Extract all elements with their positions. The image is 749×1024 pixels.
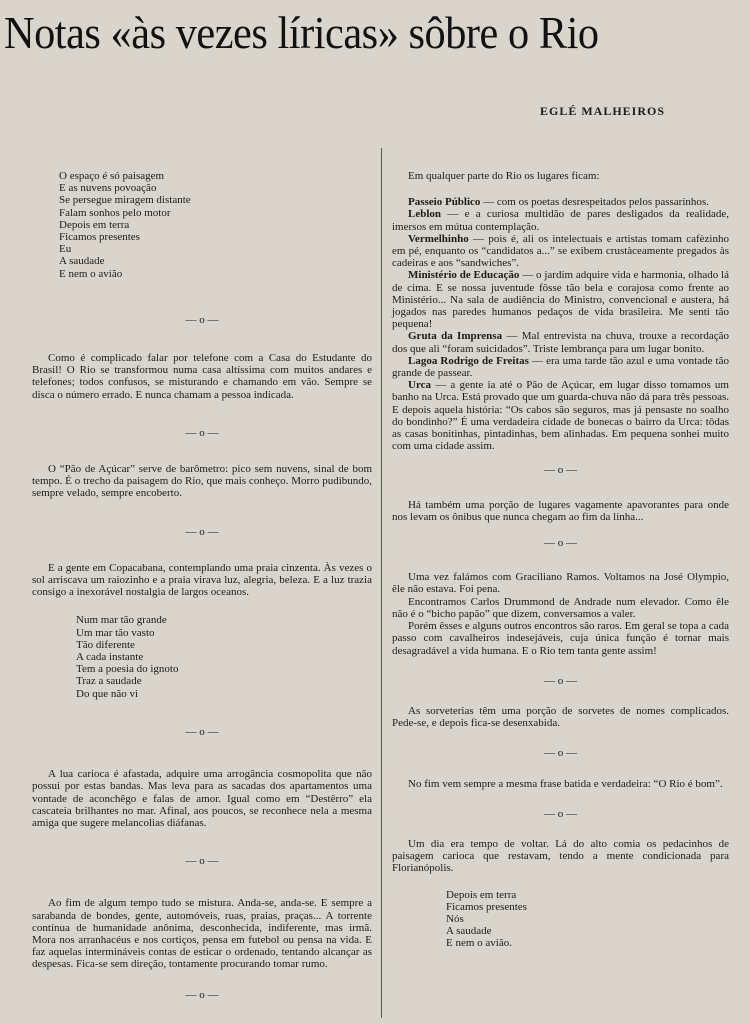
sea-poem — [32, 614, 372, 699]
poem-line: Traz a saudade — [76, 675, 142, 688]
left-column — [32, 170, 372, 1001]
poem-line: E nem o avião. — [446, 937, 512, 950]
opening-poem — [32, 170, 372, 280]
paragraph-encontros: Porém êsses e alguns outros encontros são raros. Em geral se topa a cada passo com cavalheiros indesejáveis, cuja única função é tornar mais desagradável a vida humana. E o Rio tem tanta gente assim! — [392, 620, 729, 657]
right-column — [392, 170, 729, 950]
poem-line: Depois em terra — [59, 218, 130, 231]
poem-line: Falam sonhos pelo motor — [59, 206, 171, 219]
place-text: — Mal entrevista na chuva, trouxe a recordação dos que ali “foram suicidados”. Triste lembrança para um lugar bonito. — [392, 330, 729, 355]
place-name: Gruta da Imprensa — [408, 330, 503, 343]
section-separator: — o — — [544, 674, 577, 687]
places-intro: Em qualquer parte do Rio os lugares ficam: — [408, 170, 600, 182]
paragraph-lua-carioca: A lua carioca é afastada, adquire uma arrogância cosmopolita que não possui por estas bandas. Mas leva para as sacadas dos apartamentos uma vontade de aconchêgo e falas de amor. Igual como em “Destêrro” ela cascateia brilhantes no mar. Afinal, aos poucos, se reconhece nela a mesma amiga que sugere melancolias diáfanas. — [32, 768, 372, 829]
place-entry — [392, 355, 729, 379]
poem-line: Um mar tão vasto — [76, 626, 155, 639]
paragraph-onibus: Há também uma porção de lugares vagamente apavorantes para onde nos levam os ônibus que nunca chegam ao fim da linha... — [392, 498, 729, 523]
place-entry — [392, 208, 729, 232]
poem-line: Depois em terra — [446, 888, 517, 901]
paragraph-drummond: Encontramos Carlos Drummond de Andrade num elevador. Como êle não é o “bicho papão” que dizem, conversamos a valer. — [392, 595, 729, 620]
poem-line: O espaço é só paisagem — [59, 170, 165, 182]
place-entry — [392, 196, 729, 208]
place-text: — e a curiosa multidão de pares desligados da realidade, imersos em mútua contemplação. — [392, 208, 729, 233]
place-text: — pois é, ali os intelectuais e artistas tomam cafèzinho em pé, enquanto os “candidatos a...” se exibem crustàceamente pregados às cadeiras e aos “sandwiches”. — [392, 232, 729, 270]
paragraph-graciliano: Uma vez falámos com Graciliano Ramos. Voltamos na José Olympio, êle não estava. Foi pena. — [392, 571, 729, 596]
section-separator: — o — — [544, 537, 577, 550]
section-separator: — o — — [185, 988, 219, 1001]
column-divider — [381, 148, 382, 1018]
paragraph-voltar: Um dia era tempo de voltar. Lá do alto comia os pedacinhos de paisagem carioca que restavam, tendo a mente condicionada para Florianópolis. — [392, 837, 729, 875]
place-name: Ministério de Educação — [408, 269, 520, 282]
place-entry — [392, 233, 729, 270]
place-entry — [392, 330, 729, 354]
poem-line: E nem o avião — [59, 267, 123, 280]
paragraph-copacabana: E a gente em Copacabana, contemplando uma praia cinzenta. Às vezes o sol arriscava um raiozinho e a praia virava luz, alegria, beleza. E a luz trazia consigo a inexorável nostalgia de largos oceanos. — [32, 561, 372, 599]
poem-line: A cada instante — [76, 651, 144, 664]
section-separator: — o — — [185, 426, 219, 439]
place-entry — [392, 379, 729, 452]
paragraph-rio-e-bom: No fim vem sempre a mesma frase batida e verdadeira: “O Rio é bom”. — [408, 777, 723, 790]
place-text: — a gente ia até o Pão de Açúcar, em lugar disso tomamos um banho na Urca. Está provado que um guarda-chuva não dá para três pessoas. E depois aquela história: “Os cabos são seguros, mas já pensaste no soalho do bondinho?” É uma verdadeira cidade de bonecas o bairro da Urca: tôdas as casas bonitinhas, pintadinhas, bem alinhadas. Em pequena sonhei muito com uma cidade assim. — [392, 379, 729, 453]
poem-line: A saudade — [59, 255, 105, 268]
paragraph-pao-de-acucar: O “Pão de Açúcar” serve de barômetro: pico sem nuvens, sinal de bom tempo. É o trecho da paisagem do Rio, que mais conheço. Morro pudibundo, sempre velado, sempre encoberto. — [32, 463, 372, 500]
place-name: Lagoa Rodrigo de Freitas — [408, 354, 529, 367]
paragraph-tudo-se-mistura: Ao fim de algum tempo tudo se mistura. Anda-se, anda-se. E sempre a sarabanda de bondes, gente, automóveis, ruas, praias, praças... A torrente contínua de humanidade anônima, desconhecida, indiferente, mas irmã. Mora nos arranhacéus e nos cortiços, pensa em futebol ou pensa na vida. E faz aquelas intermináveis contas de esticar o ordenado, tentando alcançar as despesas. Fica-se sem direção, tontamente procurando tomar rumo. — [32, 897, 372, 971]
section-separator: — o — — [544, 747, 577, 760]
poem-line: Ficamos presentes — [446, 900, 527, 913]
poem-line: Nós — [446, 912, 464, 925]
paragraph-telefone: Como é complicado falar por telefone com a Casa do Estudante do Brasil! O Rio se transformou numa casa altíssima com muitos andares e telefones; todos confusos, se misturando e chamando em vão. Sempre se disca o número errado. E nunca chamam a pessoa indicada. — [32, 352, 372, 401]
place-name: Urca — [408, 379, 432, 392]
poem-line: Tão diferente — [76, 638, 135, 651]
poem-line: Num mar tão grande — [76, 614, 167, 627]
section-separator: — o — — [544, 464, 577, 477]
closing-poem — [392, 889, 729, 950]
poem-line: Tem a poesia do ignoto — [76, 663, 179, 676]
poem-line: Ficamos presentes — [59, 231, 140, 244]
section-separator: — o — — [185, 855, 219, 868]
section-separator: — o — — [544, 807, 577, 820]
place-text: — o jardim adquire vida e harmonia, olhado lá de cima. E se nossa juventude fôsse tão bela e corajosa como frente ao Ministério... Na sala de audiência do Ministro, convencional e austera, há jogados nas paredes humanos pedaços de vida brasileira. Me senti tão pequena! — [392, 269, 730, 331]
poem-line: Eu — [59, 243, 72, 256]
place-text: — com os poetas desrespeitados pelos passarinhos. — [480, 196, 709, 209]
poem-line: Se persegue miragem distante — [59, 194, 191, 207]
place-name: Leblon — [408, 208, 442, 221]
place-name: Passeio Público — [408, 196, 481, 209]
section-separator: — o — — [185, 725, 219, 738]
place-entry — [392, 269, 729, 330]
place-name: Vermelhinho — [408, 232, 469, 245]
poem-line: A saudade — [446, 925, 492, 938]
section-separator: — o — — [185, 525, 219, 538]
place-text: — era uma tarde tão azul e uma vontade tão grande de passear. — [392, 354, 729, 380]
author-name: EGLÉ MALHEIROS — [540, 104, 666, 118]
article-title: Notas «às vezes líricas» sôbre o Rio — [4, 7, 599, 58]
section-separator: — o — — [185, 313, 219, 326]
paragraph-sorveterias: As sorveterias têm uma porção de sorvetes de nomes complicados. Pede-se, e depois fica-se desenxabida. — [392, 704, 729, 730]
poem-line: E as nuvens povoação — [59, 182, 157, 195]
poem-line: Do que não vi — [76, 687, 139, 700]
